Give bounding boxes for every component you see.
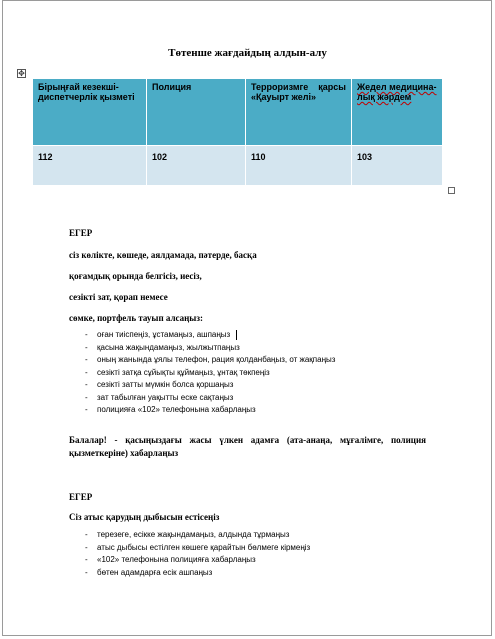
list-item: - оған тиіспеңіз, ұстамаңыз, ашпаңыз	[85, 329, 335, 342]
list-item: - терезеге, есікке жақындамаңыз, алдында тұрмаңыз	[85, 530, 290, 539]
section1-heading: ЕГЕР	[69, 228, 93, 238]
list-item: - атыс дыбысы естілген көшеге қарайтын бөлмеге кірмеңіз	[85, 542, 311, 552]
section1-line: қоғамдық орында белгісіз, иесіз,	[69, 271, 202, 281]
list-item: - оның жанында ұялы телефон, рация қолданбаңыз, от жақпаңыз	[85, 355, 336, 364]
table-header-row	[33, 79, 443, 146]
list-item: - қасына жақындамаңыз, жылжытпаңыз	[85, 342, 240, 352]
children-note: Балалар! - қасыңыздағы жасы үлкен адамға (ата-анаңа, мұғалімге, полиция қызметкеріне) хабарлаңыз	[69, 435, 426, 458]
table-number-row	[33, 146, 443, 186]
list-item: - сезікті затқа сұйықты құймаңыз, ұнтақ төкпеңіз	[85, 367, 270, 377]
table-cell[interactable]: 112	[33, 146, 147, 186]
section1-line: сіз көлікте, көшеде, аялдамада, пәтерде, басқа	[69, 250, 257, 260]
table-cell[interactable]: 102	[147, 146, 246, 186]
table-resize-handle[interactable]	[448, 187, 455, 194]
list-item: - зат табылған уақытты еске сақтаңыз	[85, 392, 234, 402]
document-title: Төтенше жағдайдың алдын-алу	[168, 47, 327, 59]
list-item: - сезікті затты мүмкін болса қоршаңыз	[85, 380, 234, 389]
table-header-text: Терроризмге қарсы «Қауырт желі»	[251, 82, 346, 102]
table-move-handle-icon[interactable]: ✥	[18, 69, 25, 78]
section1-line: сөмке, портфель тауып алсаңыз:	[69, 313, 203, 323]
section1-line: сезікті зат, қорап немесе	[69, 292, 168, 302]
table-header-text: Жедел медицина-лық жәрдем	[357, 82, 437, 102]
section2-heading: ЕГЕР	[69, 492, 93, 502]
table-header-cell[interactable]	[246, 79, 352, 146]
table-header-cell[interactable]: Бірыңғай кезекші-диспетчерлік қызметі	[33, 79, 147, 146]
table-header-cell[interactable]	[352, 79, 443, 146]
section1-bullet-list	[85, 329, 335, 417]
section2-line: Сіз атыс қарудың дыбысын естісеңіз	[69, 512, 220, 522]
list-item: - «102» телефонына полицияға хабарлаңыз	[85, 555, 256, 564]
list-item: - бөтен адамдарға есік ашпаңыз	[85, 567, 213, 577]
text-cursor	[236, 330, 237, 340]
emergency-numbers-table	[32, 78, 443, 186]
list-item: - полицияға «102» телефонына хабарлаңыз	[85, 405, 256, 414]
section2-bullet-list	[85, 529, 310, 579]
table-header-cell[interactable]: Полиция	[147, 79, 246, 146]
table-cell[interactable]: 103	[352, 146, 443, 186]
table-cell[interactable]: 110	[246, 146, 352, 186]
